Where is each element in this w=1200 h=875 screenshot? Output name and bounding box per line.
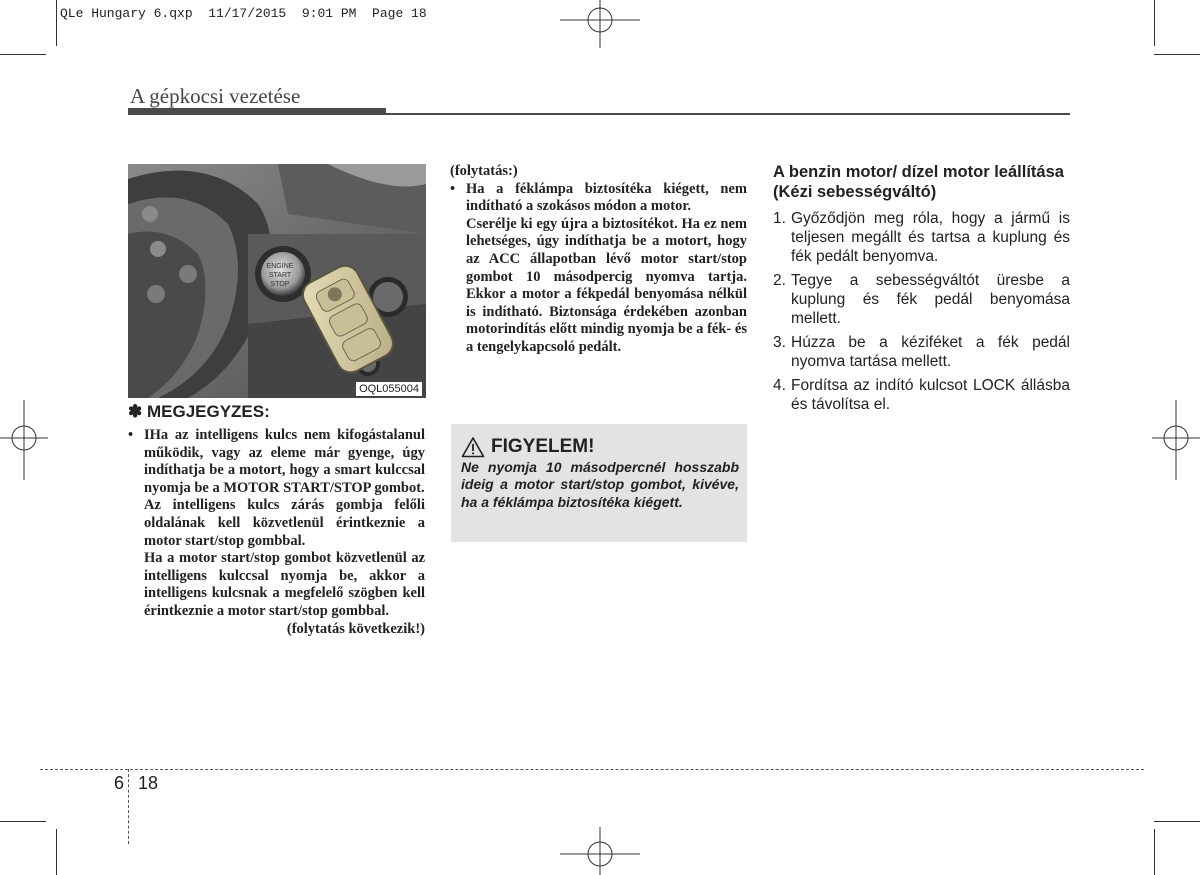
registration-mark-bottom bbox=[560, 825, 640, 875]
registration-mark-right bbox=[1150, 400, 1200, 480]
note-paragraph: IHa az intelligens kulcs nem kifogástalanul működik, vagy az eleme már gyenge, úgy indíthatja be a motort, hogy a smart kulccsal nyomja be a MOTOR START/STOP gombot. bbox=[144, 427, 425, 496]
warning-text: Ne nyomja 10 másodpercnél hosszabb ideig a motor start/stop gombot, kivéve, ha a féklámpa biztosítéka kiégett. bbox=[461, 459, 739, 510]
note-item bbox=[450, 181, 747, 357]
step-number: 4. bbox=[773, 377, 786, 394]
note-body bbox=[128, 427, 425, 638]
procedure-step bbox=[773, 333, 1070, 371]
bullet: • bbox=[128, 427, 134, 443]
page-number bbox=[114, 773, 159, 794]
note-paragraph: Ha a féklámpa biztosítéka kiégett, nem indítható a szokásos módon a motor. bbox=[466, 180, 747, 215]
note-paragraph: Cserélje ki egy újra a biztosítékot. Ha ez nem lehetséges, úgy indíthatja be a motort, hogy az ACC állapotban lévő motor start/stop gombot 10 másodpercig nyomva tartja. Ekkor a motor a fékpedál benyomása nélkül is indítható. Biztonsága érdekében azonban motorindítás előtt mindig nyomja be a fék- és a tengelykapcsoló pedált. bbox=[466, 215, 747, 355]
step-text: Tegye a sebességváltót üresbe a kuplung és fék pedál benyomása mellett. bbox=[791, 272, 1070, 327]
print-slug: QLe Hungary 6.qxp 11/17/2015 9:01 PM Page 18 bbox=[60, 6, 427, 21]
header-bar bbox=[128, 108, 386, 115]
crop-mark bbox=[56, 829, 57, 875]
warning-box bbox=[451, 424, 747, 542]
step-number: 3. bbox=[773, 334, 786, 351]
photo-button-text: ENGINE bbox=[266, 263, 294, 270]
note-paragraph: Az intelligens kulcs zárás gombja felőli oldalának kell közvetlenül érintkeznie a motor start/stop gombbal. bbox=[144, 497, 425, 549]
procedure-step bbox=[773, 271, 1070, 328]
procedure-steps bbox=[773, 209, 1070, 419]
crop-mark bbox=[0, 54, 46, 55]
photo-smart-key-start-button bbox=[128, 164, 426, 398]
section-title: A gépkocsi vezetése bbox=[130, 84, 301, 108]
crop-mark bbox=[0, 821, 46, 822]
procedure-step bbox=[773, 209, 1070, 266]
photo-caption: OQL055004 bbox=[356, 382, 422, 396]
crop-mark bbox=[1154, 829, 1155, 875]
continued-label: (folytatás következik!) bbox=[286, 620, 425, 637]
note-item bbox=[128, 427, 425, 621]
bullet: • bbox=[450, 180, 456, 197]
note-paragraph: Ha a motor start/stop gombot közvetlenül az intelligens kulccsal nyomja be, akkor a intelligens kulcsnak a megfelelő szögben kell érintkeznie a motor start/stop gombbal. bbox=[144, 550, 425, 619]
page-number-value: 18 bbox=[138, 773, 159, 793]
photo-illustration bbox=[128, 164, 426, 398]
footer-rule bbox=[40, 769, 1144, 770]
note-heading: ✽ MEGJEGYZES: bbox=[128, 402, 270, 421]
warning-title: FIGYELEM! bbox=[491, 436, 595, 457]
registration-mark-top bbox=[560, 0, 640, 50]
continuation-label: (folytatás:) bbox=[450, 163, 518, 179]
footer-divider bbox=[128, 769, 129, 844]
crop-mark bbox=[1154, 54, 1200, 55]
warning-triangle-icon bbox=[461, 436, 485, 458]
step-text: Fordítsa az indító kulcsot LOCK állásba és távolítsa el. bbox=[791, 377, 1070, 413]
step-number: 1. bbox=[773, 210, 786, 227]
crop-mark bbox=[1154, 821, 1200, 822]
header-rule bbox=[386, 113, 1070, 115]
photo-button-text: START bbox=[268, 272, 292, 279]
step-text: Győződjön meg róla, hogy a jármű is teljesen megállt és tartsa a kuplung és fék pedált benyomva. bbox=[791, 210, 1070, 265]
continuation-block bbox=[450, 163, 747, 357]
crop-mark bbox=[56, 0, 57, 46]
chapter-number: 6 bbox=[114, 773, 125, 793]
photo-button-text: STOP bbox=[270, 281, 290, 288]
step-number: 2. bbox=[773, 272, 786, 289]
step-text: Húzza be a kéziféket a fék pedál nyomva tartása mellett. bbox=[791, 334, 1070, 370]
procedure-step bbox=[773, 376, 1070, 414]
crop-mark bbox=[1154, 0, 1155, 46]
procedure-heading: A benzin motor/ dízel motor leállítása (Kézi sebességváltó) bbox=[773, 163, 1064, 201]
registration-mark-left bbox=[0, 400, 50, 480]
